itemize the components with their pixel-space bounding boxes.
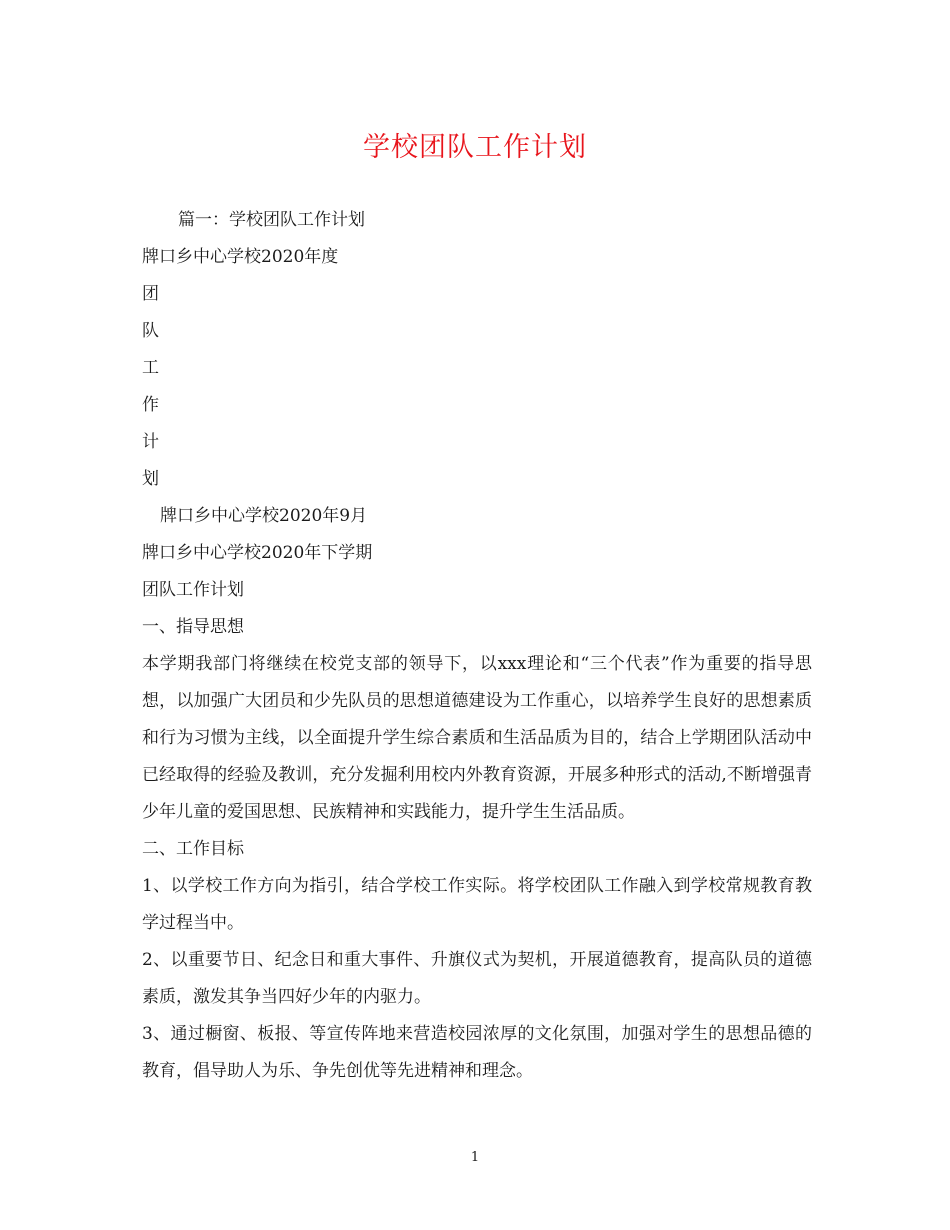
text-line: 团队工作计划 xyxy=(142,580,244,600)
text-line: 牌口乡中心学校2020年下学期 xyxy=(142,543,373,563)
text-line: 牌口乡中心学校2020年度 xyxy=(142,247,339,267)
text-line: 计 xyxy=(142,432,159,452)
paragraph: 3、通过橱窗、板报、等宣传阵地来营造校园浓厚的文化氛围，加强对学生的思想品德的教育，倡导助人为乐、争先创优等先进精神和理念。 xyxy=(142,1024,812,1081)
page-number: 1 xyxy=(470,1150,480,1165)
document-body xyxy=(142,202,812,1090)
text-line: 划 xyxy=(142,469,159,489)
text-line: 团 xyxy=(142,284,159,304)
paragraph: 2、以重要节日、纪念日和重大事件、升旗仪式为契机，开展道德教育，提高队员的道德素质，激发其争当四好少年的内驱力。 xyxy=(142,950,812,1007)
section-heading: 篇一：学校团队工作计划 xyxy=(178,210,365,230)
text-line: 牌口乡中心学校2020年9月 xyxy=(160,506,368,526)
document-title: 学校团队工作计划 xyxy=(363,132,587,163)
paragraph: 本学期我部门将继续在校党支部的领导下，以xxx理论和“三个代表”作为重要的指导思想，以加强广大团员和少先队员的思想道德建设为工作重心，以培养学生良好的思想素质和行为习惯为主线，以全面提升学生综合素质和生活品质为目的，结合上学期团队活动中已经取得的经验及教训，充分发掘利用校内外教育资源，开展多种形式的活动,不断增强青少年儿童的爱国思想、民族精神和实践能力，提升学生生活品质。 xyxy=(142,654,812,822)
section-heading: 二、工作目标 xyxy=(142,839,244,859)
text-line: 队 xyxy=(142,321,159,341)
section-heading: 一、指导思想 xyxy=(142,617,244,637)
paragraph: 1、以学校工作方向为指引，结合学校工作实际。将学校团队工作融入到学校常规教育教学过程当中。 xyxy=(142,876,812,933)
text-line: 作 xyxy=(142,395,159,415)
text-line: 工 xyxy=(142,358,159,378)
